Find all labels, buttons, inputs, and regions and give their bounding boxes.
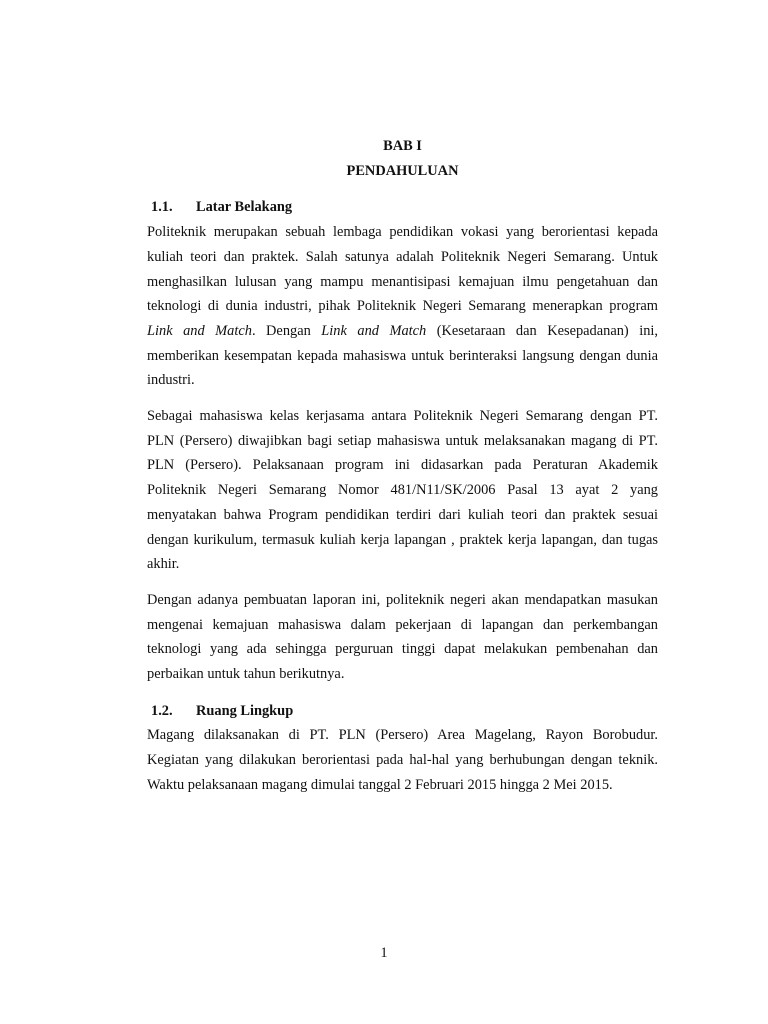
chapter-title: PENDAHULUAN [346, 162, 459, 179]
section-number: 1.1. [151, 199, 173, 216]
paragraph-ruang-lingkup: Magang dilaksanakan di PT. PLN (Persero) Area Magelang, Rayon Borobudur. Kegiatan yang dilakukan berorientasi pada hal-hal yang berhubungan dengan teknik. Waktu pelaksanaan magang dimulai tanggal 2 Februari 2015 hingga 2 Mei 2015. [147, 727, 658, 793]
paragraph-text: (Kesetaraan dan Kesepadanan) ini, memberikan kesempatan kepada mahasiswa untuk berinteraksi langsung dengan dunia industri. [147, 322, 659, 389]
section-number: 1.2. [151, 702, 173, 719]
section-title: Latar Belakang [196, 199, 293, 216]
paragraph-latar-belakang-3: Dengan adanya pembuatan laporan ini, politeknik negeri akan mendapatkan masukan mengenai kemajuan mahasiswa dalam pekerjaan di lapangan dan perkembangan teknologi yang ada sehingga perguruan tinggi dapat melakukan pembenahan dan perbaikan untuk tahun berikutnya. [147, 591, 658, 683]
page-content [147, 134, 658, 798]
chapter-label: BAB I [383, 138, 422, 154]
paragraph-latar-belakang-2: Sebagai mahasiswa kelas kerjasama antara Politeknik Negeri Semarang dengan PT. PLN (Persero) diwajibkan bagi setiap mahasiswa untuk melaksanakan magang di PT. PLN (Persero). Pelaksanaan program ini didasarkan pada Peraturan Akademik Politeknik Negeri Semarang Nomor 481/N11/SK/2006 Pasal 13 ayat 2 yang menyatakan bahwa Program pendidikan terdiri dari kuliah teori dan praktek sesuai dengan kurikulum, termasuk kuliah kerja lapangan , praktek kerja lapangan, dan tugas akhir. [147, 408, 658, 573]
section-heading-latar-belakang [151, 195, 658, 220]
emphasis-link-and-match: Link and Match [147, 322, 252, 339]
paragraph-text: . Dengan [251, 322, 322, 339]
paragraph-text: Politeknik merupakan sebuah lembaga pendidikan vokasi yang berorientasi kepada kuliah teori dan praktek. Salah satunya adalah Politeknik Negeri Semarang. Untuk menghasilkan lulusan yang mampu menantisipasi kemajuan ilmu pengetahuan dan teknologi di dunia industri, pihak Politeknik Negeri Semarang menerapkan program [147, 224, 658, 315]
emphasis-link-and-match: Link and Match [321, 322, 427, 339]
section-title: Ruang Lingkup [196, 702, 294, 719]
paragraph-latar-belakang-1 [147, 220, 658, 393]
page-number: 1 [380, 945, 388, 961]
section-heading-ruang-lingkup [151, 699, 658, 724]
